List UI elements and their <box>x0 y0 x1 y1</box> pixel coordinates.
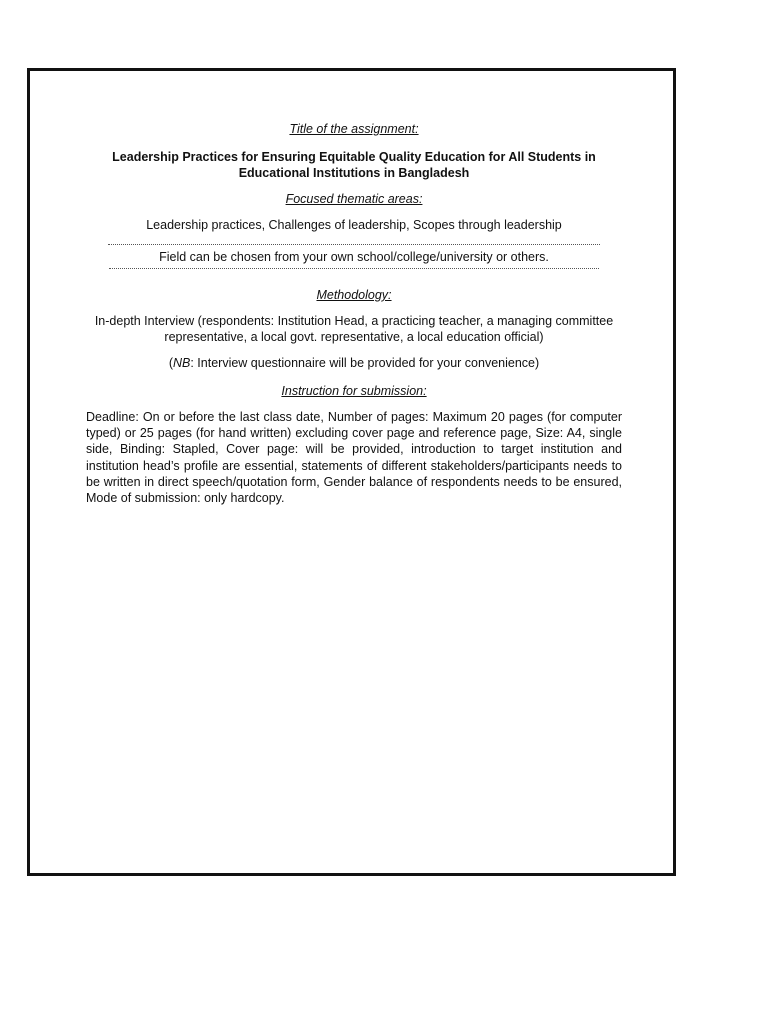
divider-top <box>108 244 600 245</box>
document-content <box>86 121 622 506</box>
thematic-text: Leadership practices, Challenges of leadership, Scopes through leadership <box>146 218 562 232</box>
document-page-frame <box>27 68 676 876</box>
nb-text: : Interview questionnaire will be provided for your convenience) <box>190 356 540 370</box>
methodology-text <box>86 313 622 345</box>
methodology-line-1: In-depth Interview (respondents: Institution Head, a practicing teacher, a managing committee <box>94 314 614 328</box>
field-text: Field can be chosen from your own school/college/university or others. <box>159 250 549 264</box>
nb-label: NB <box>172 356 191 370</box>
assignment-title <box>86 149 622 181</box>
methodology-line-2: representative, a local govt. representative, a local education official) <box>164 330 544 344</box>
methodology-heading: Methodology: <box>316 288 392 302</box>
assignment-title-line-1: Leadership Practices for Ensuring Equitable Quality Education for All Students in <box>112 150 596 164</box>
instruction-heading: Instruction for submission: <box>281 384 427 398</box>
nb-note <box>86 355 622 371</box>
divider-bottom <box>109 268 599 269</box>
instruction-text: Deadline: On or before the last class date, Number of pages: Maximum 20 pages (for computer typed) or 25 pages (for hand written) excluding cover page and reference page, Size: A4, single side, Binding: Stapled, Cover page: will be provided, introduction to target institution and institution head’s profile are essential, statements of different stakeholders/participants needs to be written in direct speech/quotation form, Gender balance of respondents needs to be ensured, Mode of submission: only hardcopy. <box>86 410 622 506</box>
title-heading: Title of the assignment: <box>289 122 419 136</box>
thematic-heading: Focused thematic areas: <box>285 192 423 206</box>
nb-open-paren: ( <box>168 356 173 370</box>
assignment-title-line-2: Educational Institutions in Bangladesh <box>238 166 470 180</box>
